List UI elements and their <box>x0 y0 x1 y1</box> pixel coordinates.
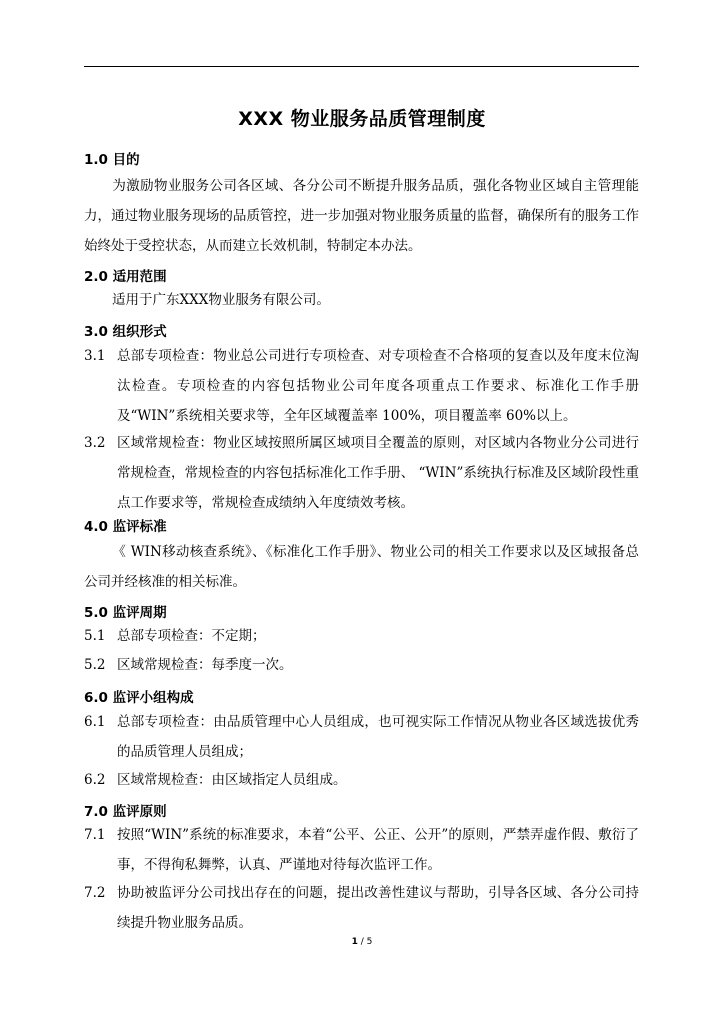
section-heading-organization: 3.0 组织形式 <box>84 324 167 340</box>
list-item: 7.1 按照“WIN”系统的标准要求，本着“公平、公正、公开”的原则，严禁弄虚作假、敷衍了事，不得徇私舞弊，认真、严谨地对待每次监评工作。 <box>84 827 639 873</box>
section-heading-standards: 4.0 监评标准 <box>84 519 167 535</box>
section-heading-purpose: 1.0 目的 <box>84 152 140 168</box>
header-rule <box>84 66 639 67</box>
list-item: 5.2 区域常规检查：每季度一次。 <box>84 657 293 673</box>
list-item: 3.2 区域常规检查：物业区域按照所属区域项目全覆盖的原则，对区域内各物业分公司进行常规检查，常规检查的内容包括标准化工作手册、 “WIN”系统执行标准及区域阶段性重点工作要求等，常规检查成绩纳入年度绩效考核。 <box>84 435 639 511</box>
page-number: 1 / 5 <box>351 937 373 947</box>
section-paragraph-standards: 《 WIN移动核查系统》、《标准化工作手册》、物业公司的相关工作要求以及区域报备总公司并经核准的相关标准。 <box>84 544 639 590</box>
list-item: 7.2 协助被监评分公司找出存在的问题，提出改善性建议与帮助，引导各区域、各分公司持续提升物业服务品质。 <box>84 885 639 931</box>
list-item: 5.1 总部专项检查：不定期； <box>84 628 266 644</box>
list-item: 6.2 区域常规检查：由区域指定人员组成。 <box>84 772 347 788</box>
section-heading-team: 6.0 监评小组构成 <box>84 690 194 706</box>
list-item: 3.1 总部专项检查：物业总公司进行专项检查、对专项检查不合格项的复查以及年度末位淘汰检查。专项检查的内容包括物业公司年度各项重点工作要求、标准化工作手册及“WIN”系统相关要求等，全年区域覆盖率 100%，项目覆盖率 60%以上。 <box>84 348 639 424</box>
document-title: XXX 物业服务品质管理制度 <box>238 108 486 130</box>
section-heading-scope: 2.0 适用范围 <box>84 269 167 285</box>
section-heading-principles: 7.0 监评原则 <box>84 804 167 820</box>
section-heading-cycle: 5.0 监评周期 <box>84 605 167 621</box>
section-paragraph-scope: 适用于广东XXX物业服务有限公司。 <box>112 292 330 308</box>
list-item: 6.1 总部专项检查：由品质管理中心人员组成，也可视实际工作情况从物业各区域选拔优秀的品质管理人员组成； <box>84 714 639 760</box>
section-paragraph-purpose: 为激励物业服务公司各区域、各分公司不断提升服务品质，强化各物业区域自主管理能力，通过物业服务现场的品质管控，进一步加强对物业服务质量的监督，确保所有的服务工作始终处于受控状态，从而建立长效机制，特制定本办法。 <box>84 178 639 254</box>
